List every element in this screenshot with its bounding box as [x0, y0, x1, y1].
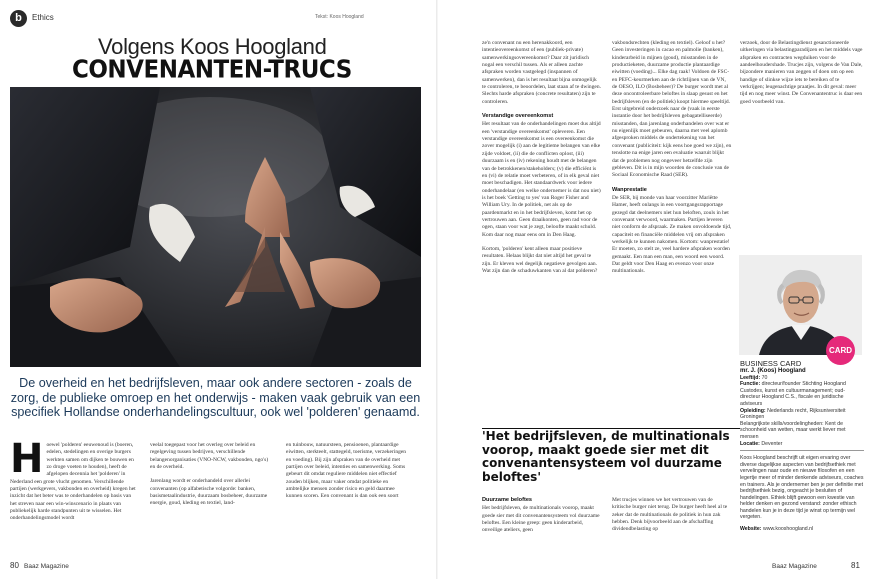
business-card — [740, 360, 864, 533]
education-label: Opleiding: — [740, 407, 766, 414]
drop-cap: H — [10, 442, 44, 482]
subheading: Wanprestatie — [612, 186, 647, 193]
section-label: Ethics — [32, 13, 54, 22]
pull-quote: 'Het bedrijfsleven, de multinationals voorop, maakt goede sier met dit convenantensysteem vol duurzame beloftes' — [482, 428, 740, 484]
function-value: directeur/founder Stichting Hoogland Custodes, kunst en cultuurmanagement; oud-directeur Hoogland C.S., fiscale en juridische adviseurs — [740, 381, 846, 407]
body-text: oewel 'polderen' eeuwenoud is (boeren, edelen, stedelingen en overige burgers werkten samen om dijken te bouwen en zo droge voeten te houden), heeft de afgelopen decennia het 'polderen' in Nederland een grote vlucht genomen. Verschillende partijen (werkgevers, vakbonden en overheid) kregen het inzicht dat het beter was te onderhandelen op basis van het streven naar een win-winscenario in plaats van publiekelijk harde standpunten uit te wisselen. Het onderhandelingsmodel wordt — [10, 442, 136, 522]
body-text: veelal toegepast voor het overleg over beleid en regelgeving tussen bedrijven, verschillende belangenorganisaties (VNO-NCW, vakbonden, ngo's) en de overheid. — [150, 442, 269, 471]
website-label: Website: — [740, 526, 762, 533]
body-column-1 — [10, 442, 138, 554]
byline: Tekst: Koos Hoogland — [315, 14, 364, 20]
body-column-8 — [612, 497, 732, 559]
body-text: verzoek, door de Belastingdienst gesanctioneerde uitkeringen via belastingparadijzen en het middels vage afspraken en contracten wegduiken voor de aandeelhoudershade. Trucjes zijn, volgens de Van Dale, bijzondere manieren van zeggen of doen om op een handige of slinkse wijze iets te bereiken of te verkrijgen; leugenachtige praatjes. In dit geval: meer tijd en nog meer winst. De Convenantentruc is daar een goed voorbeeld van. — [740, 40, 863, 105]
magazine-logo: b — [10, 10, 27, 27]
divider — [740, 450, 864, 451]
location-value: Deventer — [761, 440, 783, 447]
article-photo — [10, 87, 421, 367]
skills-label: Belangrijkste skills/voordelingheden: — [740, 420, 824, 427]
body-column-5 — [612, 40, 732, 390]
body-text: Het bedrijfsleven, de multinationals voorop, maakt goede sier met dit convenantensysteem vol duurzame beloftes. Een kleine greep: geen kinderarbeid, onveilige ateliers, geen — [482, 505, 600, 534]
website-link[interactable]: www.kooshoogland.nl — [762, 526, 814, 533]
subheading: Duurzame beloftes — [482, 497, 533, 503]
article-lead: De overheid en het bedrijfsleven, maar ook andere sectoren - zoals de zorg, de publieke omroep en het onderwijs - maken vaak gebruik van een specifiek Hollandse onderhandelingscultuur, ook wel 'polderen' genaamd. — [10, 376, 421, 419]
body-column-2 — [150, 442, 270, 554]
body-text: Het resultaat van de onderhandelingen moet dus altijd een 'verstandige overeenkomst' opleveren. Een verstandige overeenkomst is een overeenkomst die zover mogelijk (i) aan de legitieme belangen van elke zijde voldoet, (ii) die de conflicten oplost, (iii) duurzaam is en (iv) rekening houdt met de belangen van de betrokkenen/stakeholders; (v) die efficiënt is en (vi) de relatie moet verbeteren, of in elk geval niet moet beschadigen. Het standaardwerk voor iedere onderhandelaar (en welke ondernemer is dat nou niet) is het boek 'Getting to yes' van Roger Fisher and William Ury. In de politiek, net als op de paardenmarkt en in het bedrijfsleven, komt het op vertrouwen aan. Geen draaikonten, geen rad voor de ogen, staan voor wat je zegt, beloofte maakt schuld. Kom daar nog maar eens om in Den Haag. — [482, 121, 601, 238]
magazine-name-right: Baaz Magazine — [772, 563, 817, 570]
body-column-3 — [286, 442, 410, 554]
page-number-right: 81 — [851, 561, 860, 570]
body-text: vakbondsrechten (kleding en textiel). Geloof u het? Geen investeringen in cacao en palmolie (banken), kinderarbeid in mijnen (goud), misstanden in de productieketen, duurzame productie plantaardige eiwitten (voeding)... Elke dag raak! Voldoen de FSC- en PEFC-keurmerken aan de richtlijnen van de VN, de OESO, ILO (Bosbeheer)? De burger wordt met al deze oncontroleerbare beloftes in slaap gesust en het bedrijfsleven (en de politiek) koopt hiermee speeltijd. Erst uitgebreid onderzoek naar de (vaak in eerste instantie door het bedrijfsleven gebagatelliseerde) misstanden, dan jarenlang onderhandelen over wat er nu eigenlijk moet gebeuren, daarna met veel aplomb afgesproken middels de ondertekening van het convenant (publiciteit: kijk eens hoe goed we zijn), en tenslotte na enige jaren een evaluatie waaruit blijkt dat de problemen nog ongeveer hetzelfde zijn gebleven. Dit is in mijn woorden de conclusie van de Sociaal Economische Raad (SER). — [612, 40, 732, 179]
education-value: Nederlands recht, Rijksuniversiteit Groningen — [740, 407, 846, 421]
subheading: Verstandige overeenkomst — [482, 113, 554, 120]
body-text: Kortom, 'polderen' kent alleen maar positieve resultaten. Helaas blijkt dat niet altijd het geval te zijn. Er kleven wel degelijk negatieve gevolgen aan. Wat zijn dan de schaduwkanten van al dat polderen? — [482, 245, 598, 274]
author-bio: Koos Hoogland beschrijft uit eigen ervaring over diverse dagelijkse aspecten van bedrijfsethiek met vervelingen naar oude en nieuwe filosofen en een legertje meer of minder denkende adviseurs, coaches en trainers. Als je ondernemer ben je per definitie met bedrijfsethiek bezig, ongeacht je besluiten of handelingen. Ethiek blijft gewoon een kwestie van helder denken en gezond verstand: zonder ethisch handelen kun je in deze tijd je winst op termijn wel vergeten. — [740, 455, 864, 521]
magazine-name-left: Baaz Magazine — [24, 563, 69, 570]
business-card-title: BUSINESS CARD — [740, 359, 802, 368]
body-column-6 — [740, 40, 864, 190]
age-label: Leeftijd: — [740, 374, 761, 381]
negotiation-hands-image — [10, 87, 421, 367]
body-column-7 — [482, 497, 602, 559]
skills-value: Kent de schoonheid van wetten, maar werkt liever met mensen — [740, 420, 846, 440]
body-text: en tuinbouw, natuursteen, pensioenen, plantaardige eiwitten, sterkteelt, stattegeld, toerisme, verzekeringen en voeding). Bij zijn afspraken van de overheid met partijen over beleid, intenties en samenwerking. Soms gebeurt dit omdat reguliere middelen niet effectief zouden blijken, maar vaker omdat politieke en ambtelijke mensen zonder risico en geld daarmee kunnen scoren. Een convenant is dan ook een soort — [286, 442, 407, 500]
business-card-name: mr. J. (Koos) Hoogland — [740, 368, 806, 374]
body-text: ze'n convenant nu een herenakkoord, een intentieovereenkomst of een (publiek-private) samenwerkingsovereenkomst? Daar zit juridisch nogal een verschil tussen. Als er alleen zachte afspraken worden vastgelegd (inspannen of samenwerken), dan is het resultaat bijna onmogelijk te controleren, te beoordelen, laat staan af te dwingen. Slechts harde afspraken (concrete resultaten) zijn te controleren. — [482, 40, 601, 105]
body-text: De SER, bij monde van haar voorzitter Mariëtte Hamer, heeft onlangs in een voortgangsrapportage gezegd dat deelnemers niet hun beloften, zouls in het convenant verwoord, waarmaken. Partijen leveren niet conform de afspraak. Ze maken onvoldoende tijd, capaciteit en financiële middelen vrij om afspraken werkelijk te kunnen nakomen. Kortom: wanprestatie! Er moeten, zo stelt ze, veel hardere afspraken worden gemaakt. Een man een man, een woord een woord. Dat geldt voor Den Haag en evenzo voor onze multinationals. — [612, 194, 732, 275]
age-value: 70 — [761, 374, 768, 381]
card-badge: CARD — [826, 336, 855, 365]
page-gutter — [436, 0, 438, 579]
page-number-left: 80 — [10, 561, 19, 570]
function-label: Functie: — [740, 381, 761, 388]
body-column-4 — [482, 40, 602, 390]
location-label: Locatie: — [740, 440, 760, 447]
body-text: Met trucjes winnen we het vertrouwen van de kritische burger niet terug. De burger heeft heel al te zeker dat de multinationals de politiek in hun zak hebben. Denk bijvoorbeeld aan de afschaffing dividendbelasting op — [612, 497, 728, 533]
body-text: Jarenlang wordt er onderhandeld over allerlei convenanten (op alfabetische volgorde: banken, basismetaalindustrie, duurzaam bosbeheer, duurzame energie, goud, kleding en textiel, land- — [150, 478, 268, 507]
article-title: CONVENANTEN-TRUCS — [72, 55, 352, 85]
article-kicker: Volgens Koos Hoogland — [98, 34, 327, 59]
